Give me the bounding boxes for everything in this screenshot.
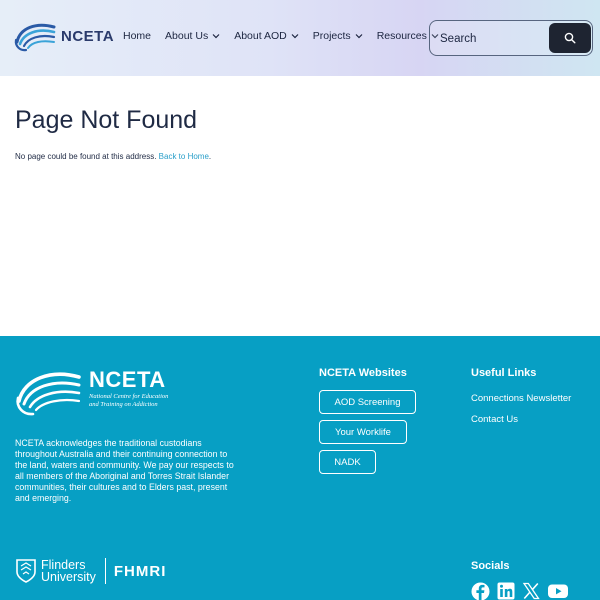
footer-brand-name: NCETA (89, 367, 166, 392)
nav-label: About Us (165, 30, 209, 42)
flinders-university-logo[interactable] (15, 558, 96, 584)
youtube-icon[interactable] (547, 582, 569, 600)
nav-home[interactable] (123, 30, 151, 42)
site-footer (0, 336, 600, 600)
search-input[interactable] (440, 30, 540, 48)
x-icon[interactable] (522, 582, 540, 600)
chevron-down-icon (355, 33, 363, 39)
fhmri-logo[interactable]: FHMRI (113, 562, 167, 580)
footer-brand-sub-2: and Training on Addiction (89, 401, 158, 408)
nceta-logo[interactable] (14, 20, 114, 52)
brand-name: NCETA (61, 27, 115, 45)
flinders-line-1: Flinders (41, 558, 86, 572)
nav-projects[interactable] (313, 30, 363, 42)
nav-label: Resources (376, 30, 427, 42)
nav-label: About AOD (234, 30, 287, 42)
site-header (0, 0, 600, 76)
search-button[interactable] (549, 23, 591, 53)
search-icon (564, 32, 576, 44)
partner-logos (15, 558, 166, 584)
back-to-home-link[interactable]: Back to Home (158, 152, 209, 161)
footer-brand-sub-1: National Centre for Education (89, 393, 169, 400)
nceta-wave-icon (15, 367, 83, 417)
chevron-down-icon (212, 33, 220, 39)
useful-links-title: Useful Links (471, 367, 537, 379)
message-trailing: . (208, 152, 212, 161)
partner-divider (105, 558, 106, 584)
footer-logo[interactable] (15, 367, 168, 417)
nceta-wave-icon (14, 20, 56, 52)
page-title: Page Not Found (15, 106, 198, 134)
nav-label: Home (123, 30, 152, 42)
message-text: No page could be found at this address. (15, 152, 157, 161)
flinders-line-2: University (41, 570, 96, 584)
search-box (429, 20, 593, 56)
nav-about-aod[interactable] (234, 30, 299, 42)
socials-title: Socials (471, 560, 510, 572)
linkedin-icon[interactable] (497, 582, 515, 600)
nav-about-us[interactable] (165, 30, 220, 42)
aod-screening-button[interactable]: AOD Screening (319, 390, 416, 414)
contact-us-link[interactable]: Contact Us (471, 414, 518, 425)
your-worklife-button[interactable]: Your Worklife (319, 420, 407, 444)
flinders-shield-icon (15, 558, 37, 584)
facebook-icon[interactable] (471, 582, 490, 600)
nadk-button[interactable]: NADK (319, 450, 376, 474)
connections-newsletter-link[interactable]: Connections Newsletter (471, 393, 572, 404)
not-found-message (15, 152, 211, 161)
nceta-websites-title: NCETA Websites (319, 367, 407, 379)
nav-label: Projects (312, 30, 351, 42)
social-links (471, 582, 576, 600)
chevron-down-icon (291, 33, 299, 39)
main-nav (123, 30, 453, 42)
acknowledgement-text: NCETA acknowledges the traditional custodians throughout Australia and their continuing connection to the land, waters and community. We pay our respects to all members of the Aboriginal and Torres Strait Islander communities, their cultures and to Elders past, present and emerging. (15, 438, 234, 503)
main-content (15, 106, 212, 161)
